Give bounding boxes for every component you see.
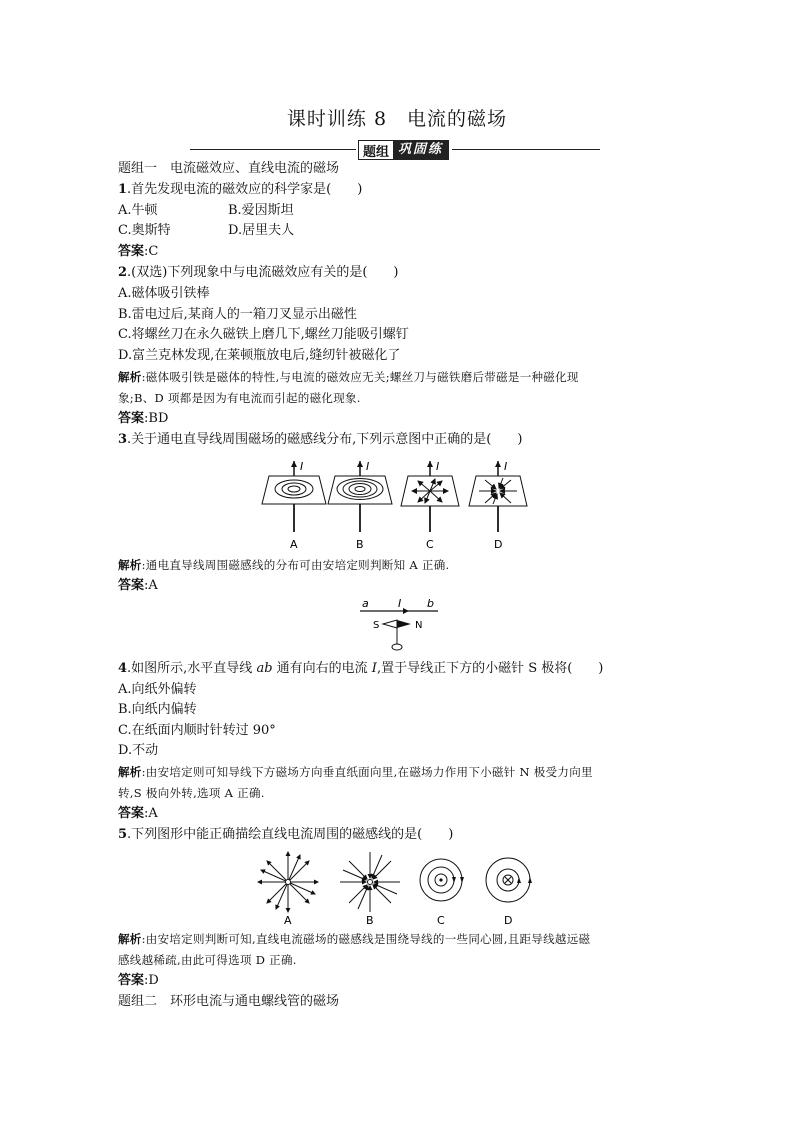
explanation-text: :磁体吸引铁是磁体的特性,与电流的磁效应无关;螺丝刀与磁铁磨后带磁是一种磁化现 xyxy=(141,370,579,384)
direction-arrow xyxy=(517,877,521,883)
question-number: 3 xyxy=(118,432,128,447)
option-a: A.向纸外偏转 xyxy=(118,682,197,697)
answer-label: 答案 xyxy=(118,578,145,593)
explanation-text: :通电直导线周围磁感线的分布可由安培定则判断知 A 正确. xyxy=(141,558,450,572)
option-b: B.雷电过后,某商人的一箱刀叉显示出磁性 xyxy=(118,307,357,322)
question-4-figure xyxy=(356,596,446,654)
question-1-stem xyxy=(118,181,362,199)
question-4-answer xyxy=(118,805,158,823)
current-label: I xyxy=(398,597,402,610)
current-out-dot xyxy=(439,878,442,881)
question-2-answer xyxy=(118,410,168,428)
answer-value: :D xyxy=(144,973,159,988)
question-5-explanation-line-1 xyxy=(118,930,590,948)
wire-end-b-label: b xyxy=(427,597,434,610)
question-3-stem xyxy=(118,431,522,449)
answer-value: :BD xyxy=(144,411,169,426)
current-label: I xyxy=(366,460,370,473)
explanation-text: :由安培定则可知导线下方磁场方向垂直纸面向里,在磁场力作用下小磁针 N 极受力向里 xyxy=(141,765,593,779)
figure-panel-d xyxy=(469,460,527,551)
direction-arrow xyxy=(460,877,464,883)
question-number: 1 xyxy=(118,182,128,197)
question-4-explanation-line-1 xyxy=(118,763,593,781)
question-text: 通有向右的电流 xyxy=(272,661,372,676)
question-3-explanation xyxy=(118,556,449,574)
option-c: C.奥斯特 xyxy=(118,223,171,238)
answer-label: 答案 xyxy=(118,244,145,259)
option-d: D.富兰克林发现,在莱顿瓶放电后,缝纫针被磁化了 xyxy=(118,348,401,363)
option-d: D.居里夫人 xyxy=(228,223,295,238)
answer-value: :A xyxy=(144,578,158,593)
question-text: ,置于导线正下方的小磁针 S 极将( ) xyxy=(376,661,604,676)
question-3-figure xyxy=(250,456,550,551)
explanation-label: 解析 xyxy=(118,558,142,572)
panel-label: A xyxy=(290,538,298,551)
question-number: 5 xyxy=(118,827,128,842)
option-c: C.将螺丝刀在永久磁铁上磨几下,螺丝刀能吸引螺钉 xyxy=(118,327,409,342)
answer-value: :A xyxy=(144,806,158,821)
question-text: .首先发现电流的磁效应的科学家是( ) xyxy=(127,182,363,197)
question-4-stem xyxy=(118,660,603,678)
question-1-options-row-1 xyxy=(118,202,158,220)
page-title: 课时训练 8 电流的磁场 xyxy=(286,108,508,130)
option-a: A.磁体吸引铁棒 xyxy=(118,286,210,301)
question-text: .(双选)下列现象中与电流磁效应有关的是( ) xyxy=(127,265,399,280)
needle-base xyxy=(392,644,402,650)
question-1-answer xyxy=(118,243,158,261)
banner-rule-left xyxy=(190,149,356,150)
answer-label: 答案 xyxy=(118,411,145,426)
option-b: B.爱因斯坦 xyxy=(228,203,294,218)
panel-label: B xyxy=(356,538,364,551)
question-2-stem xyxy=(118,264,398,282)
explanation-label: 解析 xyxy=(118,370,142,384)
figure-panel-d xyxy=(486,858,532,927)
option-c: C.在纸面内顺时针转过 90° xyxy=(118,723,276,738)
section-banner xyxy=(190,140,600,160)
answer-label: 答案 xyxy=(118,973,145,988)
wire-symbol: ab xyxy=(256,661,273,676)
question-5-explanation-line-2: 感线越稀疏,由此可得选项 D 正确. xyxy=(118,953,297,967)
panel-label: C xyxy=(437,914,445,927)
current-symbol: I xyxy=(371,661,377,676)
group-heading-1: 题组一 电流磁效应、直线电流的磁场 xyxy=(118,161,340,176)
explanation-label: 解析 xyxy=(118,765,142,779)
figure-panel-a xyxy=(258,852,318,927)
panel-label: B xyxy=(366,914,374,927)
banner-left-text: 题组 xyxy=(363,144,390,160)
answer-label: 答案 xyxy=(118,806,145,821)
question-2-explanation-line-1 xyxy=(118,368,579,386)
question-5-stem xyxy=(118,826,453,844)
banner-rule-right xyxy=(452,149,600,150)
question-text: .下列图形中能正确描绘直线电流周围的磁感线的是( ) xyxy=(127,827,454,842)
question-number: 4 xyxy=(118,661,128,676)
plane xyxy=(469,476,527,506)
group-heading-2: 题组二 环形电流与通电螺线管的磁场 xyxy=(118,994,340,1009)
question-3-answer xyxy=(118,577,158,595)
direction-arrow xyxy=(528,877,532,883)
wire-cross-section xyxy=(368,880,373,885)
panel-label: D xyxy=(504,914,513,927)
question-5-figure xyxy=(250,848,550,928)
explanation-label: 解析 xyxy=(118,932,142,946)
figure-panel-c xyxy=(420,859,464,927)
answer-value: :C xyxy=(144,244,159,259)
figure-panel-c xyxy=(401,460,459,551)
wire-end-a-label: a xyxy=(362,597,369,610)
panel-label: C xyxy=(426,538,434,551)
panel-label: D xyxy=(494,538,503,551)
current-label: I xyxy=(436,460,440,473)
wire-cross-section xyxy=(286,880,291,885)
question-text: .如图所示,水平直导线 xyxy=(127,661,257,676)
option-a: A.牛顿 xyxy=(118,203,158,218)
question-4-explanation-line-2: 转,S 极向外转,选项 A 正确. xyxy=(118,786,265,800)
figure-panel-b xyxy=(328,460,392,551)
current-label: I xyxy=(300,460,304,473)
question-2-explanation-line-2: 象;B、D 项都是因为有电流而引起的磁化现象. xyxy=(118,391,361,405)
compass-needle-north xyxy=(397,620,411,628)
current-label: I xyxy=(504,460,508,473)
question-text: .关于通电直导线周围磁场的磁感线分布,下列示意图中正确的是( ) xyxy=(127,432,523,447)
explanation-text: :由安培定则判断可知,直线电流磁场的磁感线是围绕导线的一些同心圆,且距导线越远磁 xyxy=(141,932,591,946)
south-pole-label: S xyxy=(373,620,380,631)
question-number: 2 xyxy=(118,265,128,280)
option-d: D.不动 xyxy=(118,743,159,758)
direction-arrow xyxy=(452,877,456,883)
north-pole-label: N xyxy=(415,620,423,631)
compass-needle-south xyxy=(383,620,397,628)
figure-panel-b xyxy=(340,852,400,927)
figure-panel-a xyxy=(262,460,326,551)
banner-label xyxy=(358,140,449,160)
option-b: B.向纸内偏转 xyxy=(118,702,197,717)
panel-label: A xyxy=(284,914,292,927)
banner-right-text: 巩固练 xyxy=(393,141,448,159)
question-5-answer xyxy=(118,972,159,990)
